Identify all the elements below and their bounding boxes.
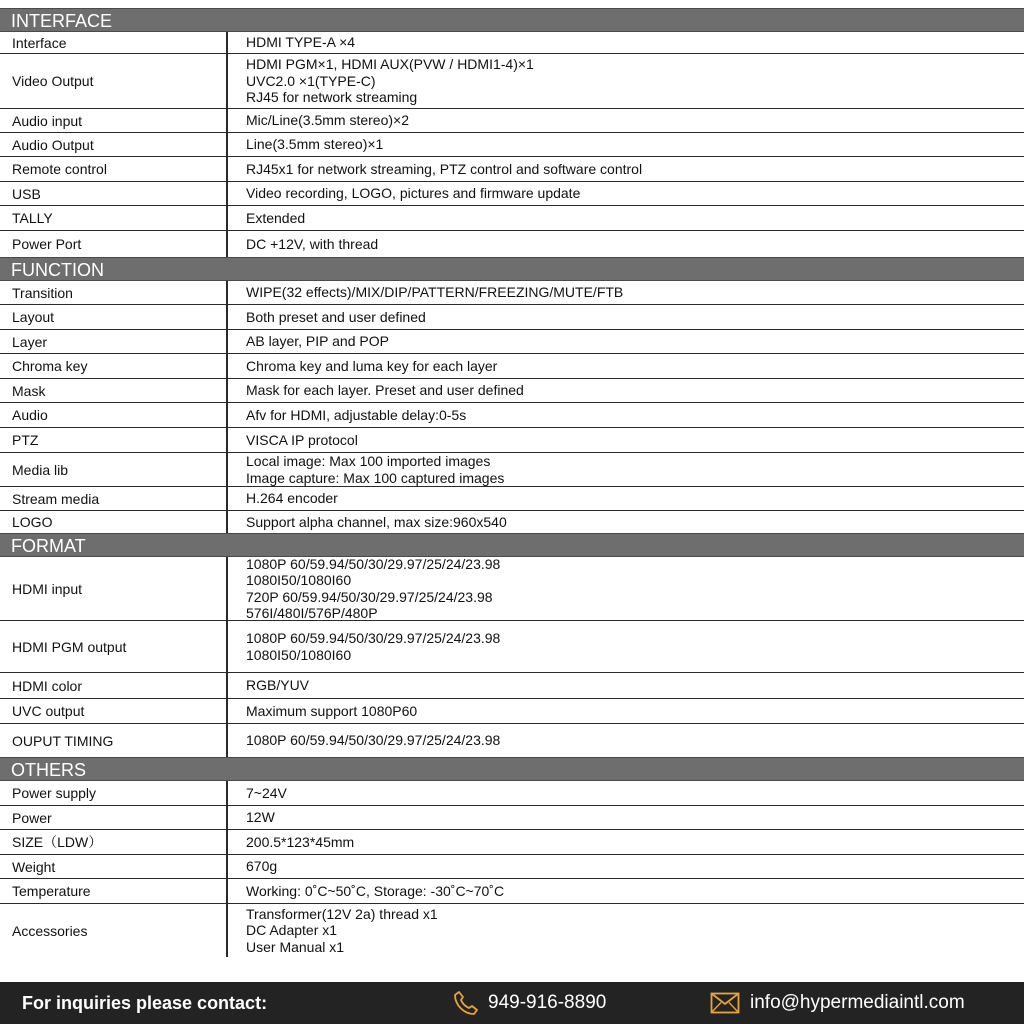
spec-value <box>228 855 1024 878</box>
spec-row <box>0 182 1024 206</box>
spec-value <box>228 904 1024 957</box>
spec-value <box>228 330 1024 353</box>
spec-label: Audio Output <box>0 133 228 156</box>
spec-label: TALLY <box>0 206 228 230</box>
spec-value <box>228 305 1024 329</box>
spec-value <box>228 699 1024 723</box>
spec-value-line: Image capture: Max 100 captured images <box>246 469 505 486</box>
spec-value-line: HDMI PGM×1, HDMI AUX(PVW / HDMI1-4)×1 <box>246 56 534 73</box>
spec-value <box>228 54 1024 108</box>
spec-row <box>0 133 1024 157</box>
section-others <box>0 757 1024 957</box>
spec-value-line: 12W <box>246 809 275 826</box>
spec-value-line: Working: 0˚C~50˚C, Storage: -30˚C~70˚C <box>246 882 505 899</box>
spec-row <box>0 557 1024 621</box>
spec-row <box>0 305 1024 330</box>
spec-value-line: DC Adapter x1 <box>246 922 338 939</box>
spec-label: Transition <box>0 281 228 304</box>
spec-row <box>0 673 1024 699</box>
spec-row <box>0 904 1024 957</box>
spec-value-line: Chroma key and luma key for each layer <box>246 357 498 374</box>
spec-label: OUPUT TIMING <box>0 724 228 757</box>
spec-row <box>0 724 1024 757</box>
spec-value-line: AB layer, PIP and POP <box>246 333 389 350</box>
spec-row <box>0 354 1024 379</box>
spec-value-line: Local image: Max 100 imported images <box>246 453 491 469</box>
spec-label: Remote control <box>0 157 228 181</box>
section-function <box>0 257 1024 533</box>
spec-value <box>228 206 1024 230</box>
section-format <box>0 533 1024 757</box>
spec-value <box>228 403 1024 427</box>
spec-value-line: Mic/Line(3.5mm stereo)×2 <box>246 112 410 129</box>
phone-number: 949-916-8890 <box>488 992 607 1013</box>
spec-label: HDMI PGM output <box>0 621 228 672</box>
envelope-icon <box>710 992 740 1014</box>
spec-value-line: 720P 60/59.94/50/30/29.97/25/24/23.98 <box>246 588 493 605</box>
spec-label: Power supply <box>0 781 228 805</box>
spec-sheet <box>0 8 1024 957</box>
spec-label: Mask <box>0 379 228 402</box>
spec-row <box>0 453 1024 487</box>
spec-value <box>228 806 1024 829</box>
spec-value <box>228 157 1024 181</box>
spec-value <box>228 281 1024 304</box>
spec-row <box>0 330 1024 354</box>
spec-value-line: DC +12V, with thread <box>246 235 379 252</box>
spec-row <box>0 806 1024 830</box>
spec-value-line: 7~24V <box>246 784 287 801</box>
spec-value <box>228 511 1024 533</box>
spec-value <box>228 32 1024 53</box>
spec-label: SIZE（LDW） <box>0 830 228 854</box>
section-header: FORMAT <box>0 533 1024 557</box>
spec-value <box>228 109 1024 132</box>
spec-label: Accessories <box>0 904 228 957</box>
spec-row <box>0 157 1024 182</box>
spec-value-line: RJ45x1 for network streaming, PTZ control and software control <box>246 160 643 177</box>
spec-value-line: 1080P 60/59.94/50/30/29.97/25/24/23.98 <box>246 630 501 646</box>
spec-label: PTZ <box>0 428 228 452</box>
spec-label: Temperature <box>0 879 228 903</box>
contact-footer <box>0 982 1024 1024</box>
section-header: OTHERS <box>0 757 1024 781</box>
spec-row <box>0 781 1024 806</box>
spec-value <box>228 673 1024 698</box>
section-header: FUNCTION <box>0 257 1024 281</box>
spec-label: UVC output <box>0 699 228 723</box>
spec-value-line: H.264 encoder <box>246 490 338 507</box>
spec-value <box>228 379 1024 402</box>
spec-value <box>228 231 1024 257</box>
section-header: INTERFACE <box>0 8 1024 32</box>
spec-label: Weight <box>0 855 228 878</box>
section-interface <box>0 8 1024 257</box>
spec-row <box>0 428 1024 453</box>
spec-row <box>0 855 1024 879</box>
spec-label: Video Output <box>0 54 228 108</box>
spec-value-line: RJ45 for network streaming <box>246 89 418 106</box>
spec-row <box>0 699 1024 724</box>
spec-label: Audio <box>0 403 228 427</box>
spec-label: Chroma key <box>0 354 228 378</box>
spec-label: Power Port <box>0 231 228 257</box>
spec-value <box>228 781 1024 805</box>
spec-value <box>228 133 1024 156</box>
spec-label: HDMI color <box>0 673 228 698</box>
spec-row <box>0 403 1024 428</box>
spec-value <box>228 879 1024 903</box>
spec-row <box>0 206 1024 231</box>
spec-row <box>0 231 1024 257</box>
spec-label: Interface <box>0 32 228 53</box>
footer-phone[interactable] <box>452 989 606 1017</box>
spec-value-line: Mask for each layer. Preset and user defined <box>246 382 524 399</box>
spec-value-line: Video recording, LOGO, pictures and firmware update <box>246 185 581 202</box>
spec-value <box>228 621 1024 672</box>
spec-value-line: Transformer(12V 2a) thread x1 <box>246 905 438 922</box>
spec-value-line: Extended <box>246 209 306 226</box>
spec-value-line: Line(3.5mm stereo)×1 <box>246 136 384 153</box>
spec-row <box>0 511 1024 533</box>
spec-label: LOGO <box>0 511 228 533</box>
spec-value-line: Support alpha channel, max size:960x540 <box>246 513 507 530</box>
spec-value-line: UVC2.0 ×1(TYPE-C) <box>246 72 376 89</box>
spec-value-line: Afv for HDMI, adjustable delay:0-5s <box>246 406 467 423</box>
spec-label: Media lib <box>0 453 228 486</box>
footer-email[interactable] <box>710 992 965 1014</box>
spec-value <box>228 428 1024 452</box>
spec-value <box>228 830 1024 854</box>
spec-value-line: 1080I50/1080I60 <box>246 572 352 588</box>
phone-icon <box>452 989 480 1017</box>
spec-value <box>228 724 1024 757</box>
spec-row <box>0 54 1024 109</box>
spec-label: Audio input <box>0 109 228 132</box>
spec-label: Power <box>0 806 228 829</box>
spec-row <box>0 879 1024 904</box>
spec-value-line: HDMI TYPE-A ×4 <box>246 34 356 51</box>
spec-row <box>0 379 1024 403</box>
spec-row <box>0 281 1024 305</box>
email-address: info@hypermediaintl.com <box>750 992 965 1013</box>
spec-value-line: WIPE(32 effects)/MIX/DIP/PATTERN/FREEZING/MUTE/FTB <box>246 284 624 301</box>
spec-value <box>228 182 1024 205</box>
spec-value-line: User Manual x1 <box>246 938 345 955</box>
spec-row <box>0 621 1024 673</box>
spec-value-line: 576I/480I/576P/480P <box>246 605 378 621</box>
spec-value <box>228 354 1024 378</box>
spec-value-line: Both preset and user defined <box>246 308 426 325</box>
spec-row <box>0 109 1024 133</box>
spec-label: HDMI input <box>0 557 228 620</box>
spec-value <box>228 453 1024 486</box>
spec-value-line: 1080I50/1080I60 <box>246 646 352 663</box>
spec-row <box>0 830 1024 855</box>
spec-value-line: RGB/YUV <box>246 677 310 694</box>
spec-value-line: Maximum support 1080P60 <box>246 702 418 719</box>
spec-row <box>0 487 1024 511</box>
spec-value-line: 1080P 60/59.94/50/30/29.97/25/24/23.98 <box>246 555 501 572</box>
footer-label: For inquiries please contact: <box>22 992 268 1013</box>
spec-value-line: 1080P 60/59.94/50/30/29.97/25/24/23.98 <box>246 732 501 749</box>
spec-value-line: VISCA IP protocol <box>246 431 358 448</box>
spec-value <box>228 557 1024 620</box>
spec-value-line: 670g <box>246 858 278 875</box>
spec-label: Stream media <box>0 487 228 510</box>
spec-label: Layer <box>0 330 228 353</box>
spec-value-line: 200.5*123*45mm <box>246 833 355 850</box>
spec-label: USB <box>0 182 228 205</box>
spec-label: Layout <box>0 305 228 329</box>
spec-value <box>228 487 1024 510</box>
spec-row <box>0 32 1024 54</box>
